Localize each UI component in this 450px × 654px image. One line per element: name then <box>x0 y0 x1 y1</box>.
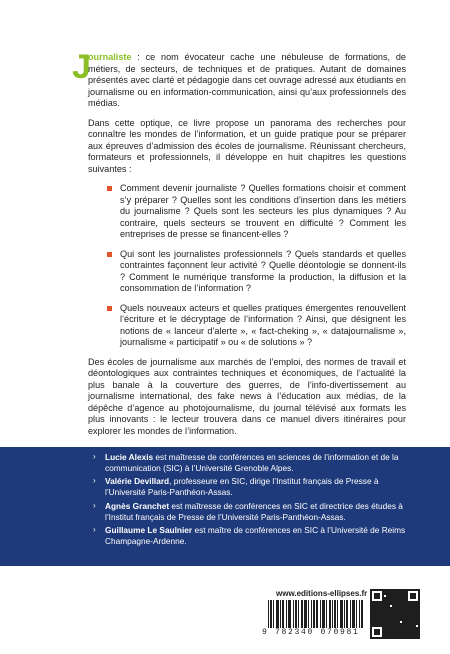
chevron-right-icon: › <box>93 452 96 461</box>
back-cover-text <box>72 48 406 445</box>
list-item <box>120 303 406 349</box>
list-item <box>120 183 406 241</box>
publisher-website: www.editions-ellipses.fr <box>276 589 368 598</box>
author-name: Valérie Devillard <box>105 476 170 487</box>
isbn-number: 9 782340 070981 <box>262 628 360 637</box>
drop-cap: J <box>72 48 91 86</box>
author-bio: est maître de conférences en SIC à l’Université de Reims Champagne-Ardenne. <box>105 525 406 546</box>
author-entry <box>93 525 415 546</box>
author-name: Agnès Granchet <box>105 500 170 511</box>
chevron-right-icon: › <box>93 525 96 535</box>
author-name: Guillaume Le Saulnier <box>105 525 193 536</box>
authors-list <box>93 452 415 550</box>
question-text: Comment devenir journaliste ? Quelles formations choisir et comment s’y préparer ? Quelles sont les conditions d’insertion dans les métiers du journalisme ? Quels sont les secteurs les plus dynamiques ? Au contraire, quels secteurs se trouvent en difficulté ? Comment les entreprises de presse se financent-elles ? <box>120 183 406 239</box>
author-bio: est maîtresse de conférences en SIC et directrice des études à l’Institut français de Presse de l’Université Paris-Panthéon-Assas. <box>105 500 403 522</box>
intro-keyword: ournaliste <box>88 52 132 62</box>
author-bio: est maîtresse de conférences en sciences de l’information et de la communication (SIC) à l’Université Grenoble Alpes. <box>105 452 399 473</box>
author-entry <box>93 452 415 473</box>
closing-paragraph: Des écoles de journalisme aux marchés de l’emploi, des normes de travail et déontologiques aux contraintes techniques et économiques, de l’actualité la plus banale à la couverture des guerres, de l’info-divertissement au journalisme international, des fake news à l’éducation aux médias, de la dépêche d’agence au photojournalisme, du journal télévisé aux formats les plus innovants : le lecteur trouvera dans ce manuel divers itinéraires pour explorer les mondes de l’information. <box>88 356 406 436</box>
bullet-icon <box>107 186 112 191</box>
bullet-icon <box>107 252 112 257</box>
barcode-icon <box>268 600 365 628</box>
question-text: Qui sont les journalistes professionnels ? Quels standards et quelles contraintes façonnent leur activité ? Quelle déontologie se donnent-ils ? Comment le numérique transforme la production, la diffusion et la consommation de l’information ? <box>120 248 406 293</box>
author-bio: , professeure en SIC, dirige l’Institut français de Presse à l’Université Paris-Panthéon-Assas. <box>105 476 379 498</box>
qr-code-icon <box>370 589 420 639</box>
question-list <box>88 183 406 349</box>
intro-text: : ce nom évocateur cache une nébuleuse de formations, de métiers, de secteurs, de techniques et de pratiques. Autant de domaines présentés avec clarté et pédagogie dans cet ouvrage adressé aux étudiants en journalisme ou en information-communication, ainsi qu’aux professionnels des médias. <box>88 52 406 108</box>
question-text: Quels nouveaux acteurs et quelles pratiques émergentes renouvellent l’écriture et le décryptage de l’information ? Ainsi, que désignent les notions de « lanceur d’alerte », « fact-cheking », « datajournalisme », journalisme « participatif » ou « de solutions » ? <box>120 302 406 347</box>
intro-paragraph <box>72 48 406 110</box>
list-item <box>120 249 406 295</box>
chevron-right-icon: › <box>93 476 96 486</box>
author-entry <box>93 476 415 497</box>
author-entry <box>93 501 415 522</box>
author-name: Lucie Alexis <box>105 452 154 462</box>
bullet-icon <box>107 306 112 311</box>
second-paragraph: Dans cette optique, ce livre propose un panorama des recherches pour connaître les mondes de l’information, et un guide pratique pour se préparer aux épreuves d’admission des écoles de journalisme. Réunissant chercheurs, formateurs et professionnels, il développe en huit chapitres les questions suivantes : <box>88 117 406 174</box>
chevron-right-icon: › <box>93 500 96 510</box>
